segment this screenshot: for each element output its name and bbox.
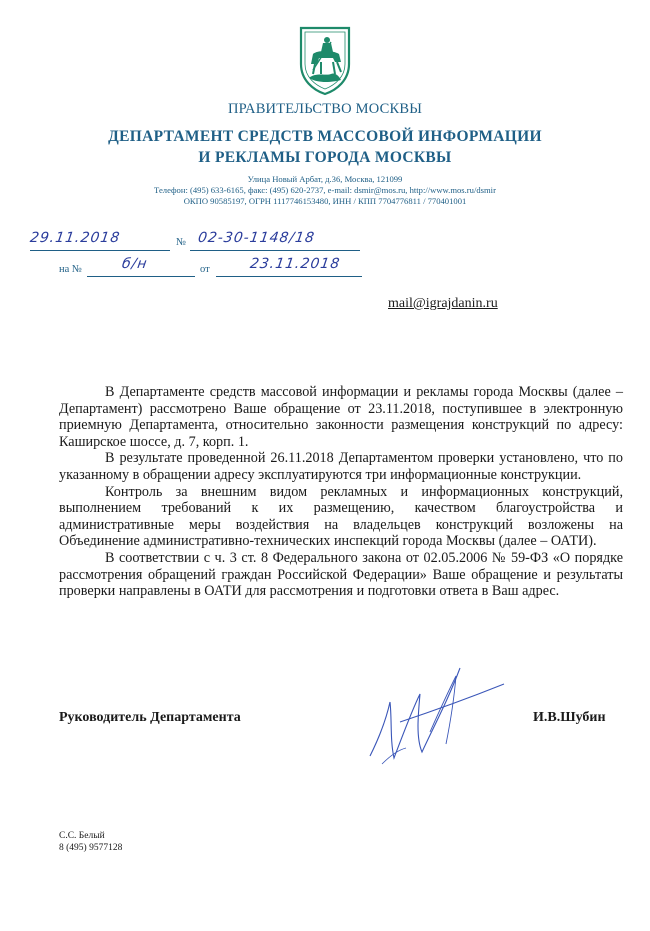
in-reply-date-line [216,276,362,277]
in-reply-number: б/н [120,256,149,272]
address-line: Улица Новый Арбат, д.36, Москва, 121099 [247,174,403,184]
body-paragraph: В соответствии с ч. 3 ст. 8 Федерального закона от 02.05.2006 № 59-ФЗ «О порядке рассмотрения обращений граждан Российской Федерации» Ваше обращение и результаты проверки направлены в ОАТИ для рассмотрения и подготовки ответа в Ваш адрес. [59,549,623,600]
number-label: № [176,237,187,248]
in-reply-number-line [87,276,195,277]
signatory-name: И.В.Шубин [533,710,606,725]
executor-block [59,830,122,854]
recipient-email[interactable]: mail@igrajdanin.ru [388,296,498,311]
letter-body [59,384,623,600]
body-paragraph: В результате проведенной 26.11.2018 Департаментом проверки установлено, что по указанному в обращении адресу эксплуатируются три информационные конструкции. [59,450,623,483]
signatory-position: Руководитель Департамента [59,710,241,725]
moscow-coat-of-arms-icon [297,24,353,96]
outgoing-date-line [30,250,170,251]
in-reply-date: 23.11.2018 [248,256,342,272]
codes-line: ОКПО 90585197, ОГРН 1117746153480, ИНН / КПП 7704776811 / 770401001 [183,196,467,206]
executor-phone: 8 (495) 9577128 [59,843,123,853]
executor-name: С.С. Белый [59,831,105,841]
department-title-line1: ДЕПАРТАМЕНТ СРЕДСТВ МАССОВОЙ ИНФОРМАЦИИ [108,128,542,145]
department-title-line2: И РЕКЛАМЫ ГОРОДА МОСКВЫ [198,149,452,166]
phones-line: Телефон: (495) 633-6165, факс: (495) 620-2737, e-mail: dsmir@mos.ru, http://www.mos.ru/dsmir [154,185,496,195]
outgoing-number: 02-30-1148/18 [196,230,317,246]
body-paragraph: В Департаменте средств массовой информации и рекламы города Москвы (далее – Департамент) рассмотрено Ваше обращение от 23.11.2018, поступившее в электронную приемную Департамента, относительно законности размещения конструкций по адресу: Каширское шоссе, д. 7, корп. 1. [59,384,623,450]
outgoing-number-line [190,250,360,251]
in-reply-label: на № [59,264,82,275]
body-paragraph: Контроль за внешним видом рекламных и информационных конструкций, выполнением требований к их размещению, качеством благоустройства и административные меры воздействия на владельцев конструкций возложены на Объединение административно-технических инспекций города Москвы (далее – ОАТИ). [59,483,623,550]
outgoing-date: 29.11.2018 [28,230,122,246]
from-label: от [200,264,210,275]
government-title: ПРАВИТЕЛЬСТВО МОСКВЫ [227,101,423,117]
contacts-block [0,174,650,207]
handwritten-signature-icon [360,660,510,770]
